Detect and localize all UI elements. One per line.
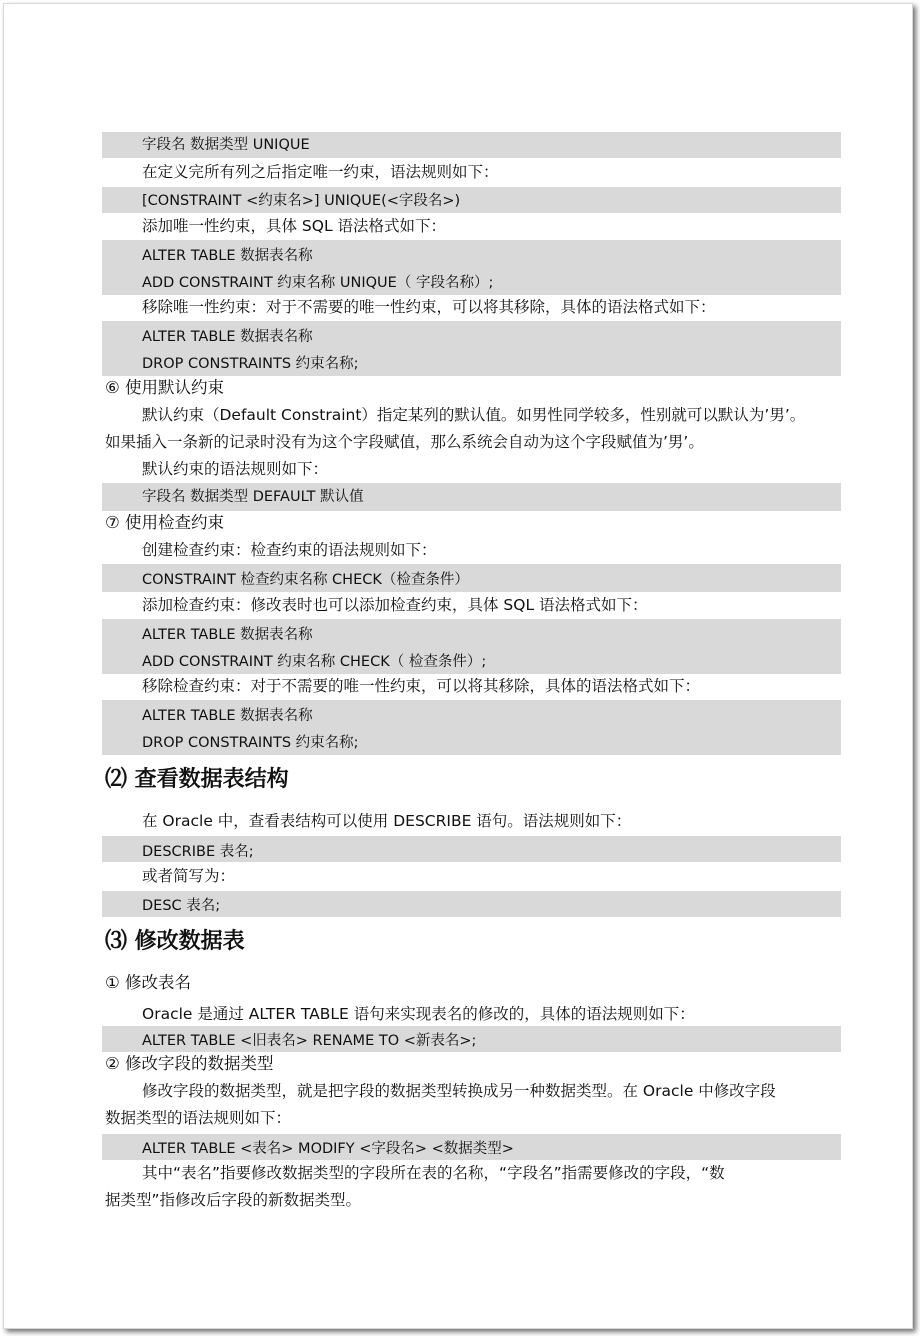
paragraph-text: 创建检查约束：检查约束的语法规则如下： — [142, 541, 437, 559]
code-line: DROP CONSTRAINTS 约束名称; — [142, 735, 359, 751]
section-title: ⑵ 查看数据表结构 — [105, 767, 289, 792]
paragraph-text: 移除检查约束：对于不需要的唯一性约束，可以将其移除，具体的语法格式如下： — [142, 677, 701, 695]
paragraph-text: 添加唯一性约束，具体 SQL 语法格式如下： — [142, 217, 447, 235]
code-line: ADD CONSTRAINT 约束名称 UNIQUE（ 字段名称）; — [142, 275, 494, 291]
code-line: ALTER TABLE <旧表名> RENAME TO <新表名>; — [142, 1033, 477, 1049]
code-line: [CONSTRAINT <约束名>] UNIQUE(<字段名>) — [142, 193, 461, 209]
paragraph-text: 其中“表名”指要修改数据类型的字段所在表的名称，“字段名”指需要修改的字段，“数 — [142, 1164, 725, 1182]
paragraph-text: 移除唯一性约束：对于不需要的唯一性约束，可以将其移除，具体的语法格式如下： — [142, 298, 716, 316]
section-heading: ② 修改字段的数据类型 — [105, 1054, 274, 1073]
code-line: ALTER TABLE 数据表名称 — [142, 329, 313, 345]
section-title: ⑶ 修改数据表 — [105, 929, 245, 954]
code-line: 字段名 数据类型 UNIQUE — [142, 137, 310, 153]
code-line: ALTER TABLE 数据表名称 — [142, 248, 313, 264]
code-line: 字段名 数据类型 DEFAULT 默认值 — [142, 489, 364, 505]
paragraph-text: 在定义完所有列之后指定唯一约束，语法规则如下： — [142, 163, 499, 181]
paragraph-text: 或者简写为： — [142, 867, 236, 885]
paragraph-text: 修改字段的数据类型，就是把字段的数据类型转换成另一种数据类型。在 Oracle 中修改字段 — [142, 1082, 776, 1100]
code-line: ALTER TABLE 数据表名称 — [142, 708, 313, 724]
code-line: DESC 表名; — [142, 898, 221, 914]
section-heading: ⑦ 使用检查约束 — [105, 513, 225, 532]
paragraph-text: 如果插入一条新的记录时没有为这个字段赋值，那么系统会自动为这个字段赋值为’男’。 — [105, 433, 704, 451]
section-heading: ① 修改表名 — [105, 973, 192, 992]
paragraph-text: Oracle 是通过 ALTER TABLE 语句来实现表名的修改的，具体的语法规则如下： — [142, 1005, 695, 1023]
code-line: ADD CONSTRAINT 约束名称 CHECK（ 检查条件）; — [142, 654, 487, 670]
code-line: DROP CONSTRAINTS 约束名称; — [142, 356, 359, 372]
paragraph-text: 默认约束（Default Constraint）指定某列的默认值。如男性同学较多，性别就可以默认为’男’。 — [142, 406, 806, 424]
paragraph-text: 在 Oracle 中，查看表结构可以使用 DESCRIBE 语句。语法规则如下： — [142, 812, 632, 830]
code-line: ALTER TABLE 数据表名称 — [142, 627, 313, 643]
code-line: CONSTRAINT 检查约束名称 CHECK（检查条件） — [142, 572, 469, 588]
code-line: DESCRIBE 表名; — [142, 844, 254, 860]
paragraph-text: 默认约束的语法规则如下： — [142, 460, 329, 478]
paragraph-text: 数据类型的语法规则如下： — [105, 1109, 292, 1127]
section-heading: ⑥ 使用默认约束 — [105, 378, 225, 397]
paragraph-text: 添加检查约束：修改表时也可以添加检查约束，具体 SQL 语法格式如下： — [142, 596, 648, 614]
code-line: ALTER TABLE <表名> MODIFY <字段名> <数据类型> — [142, 1141, 514, 1157]
paragraph-text: 据类型”指修改后字段的新数据类型。 — [105, 1191, 362, 1209]
